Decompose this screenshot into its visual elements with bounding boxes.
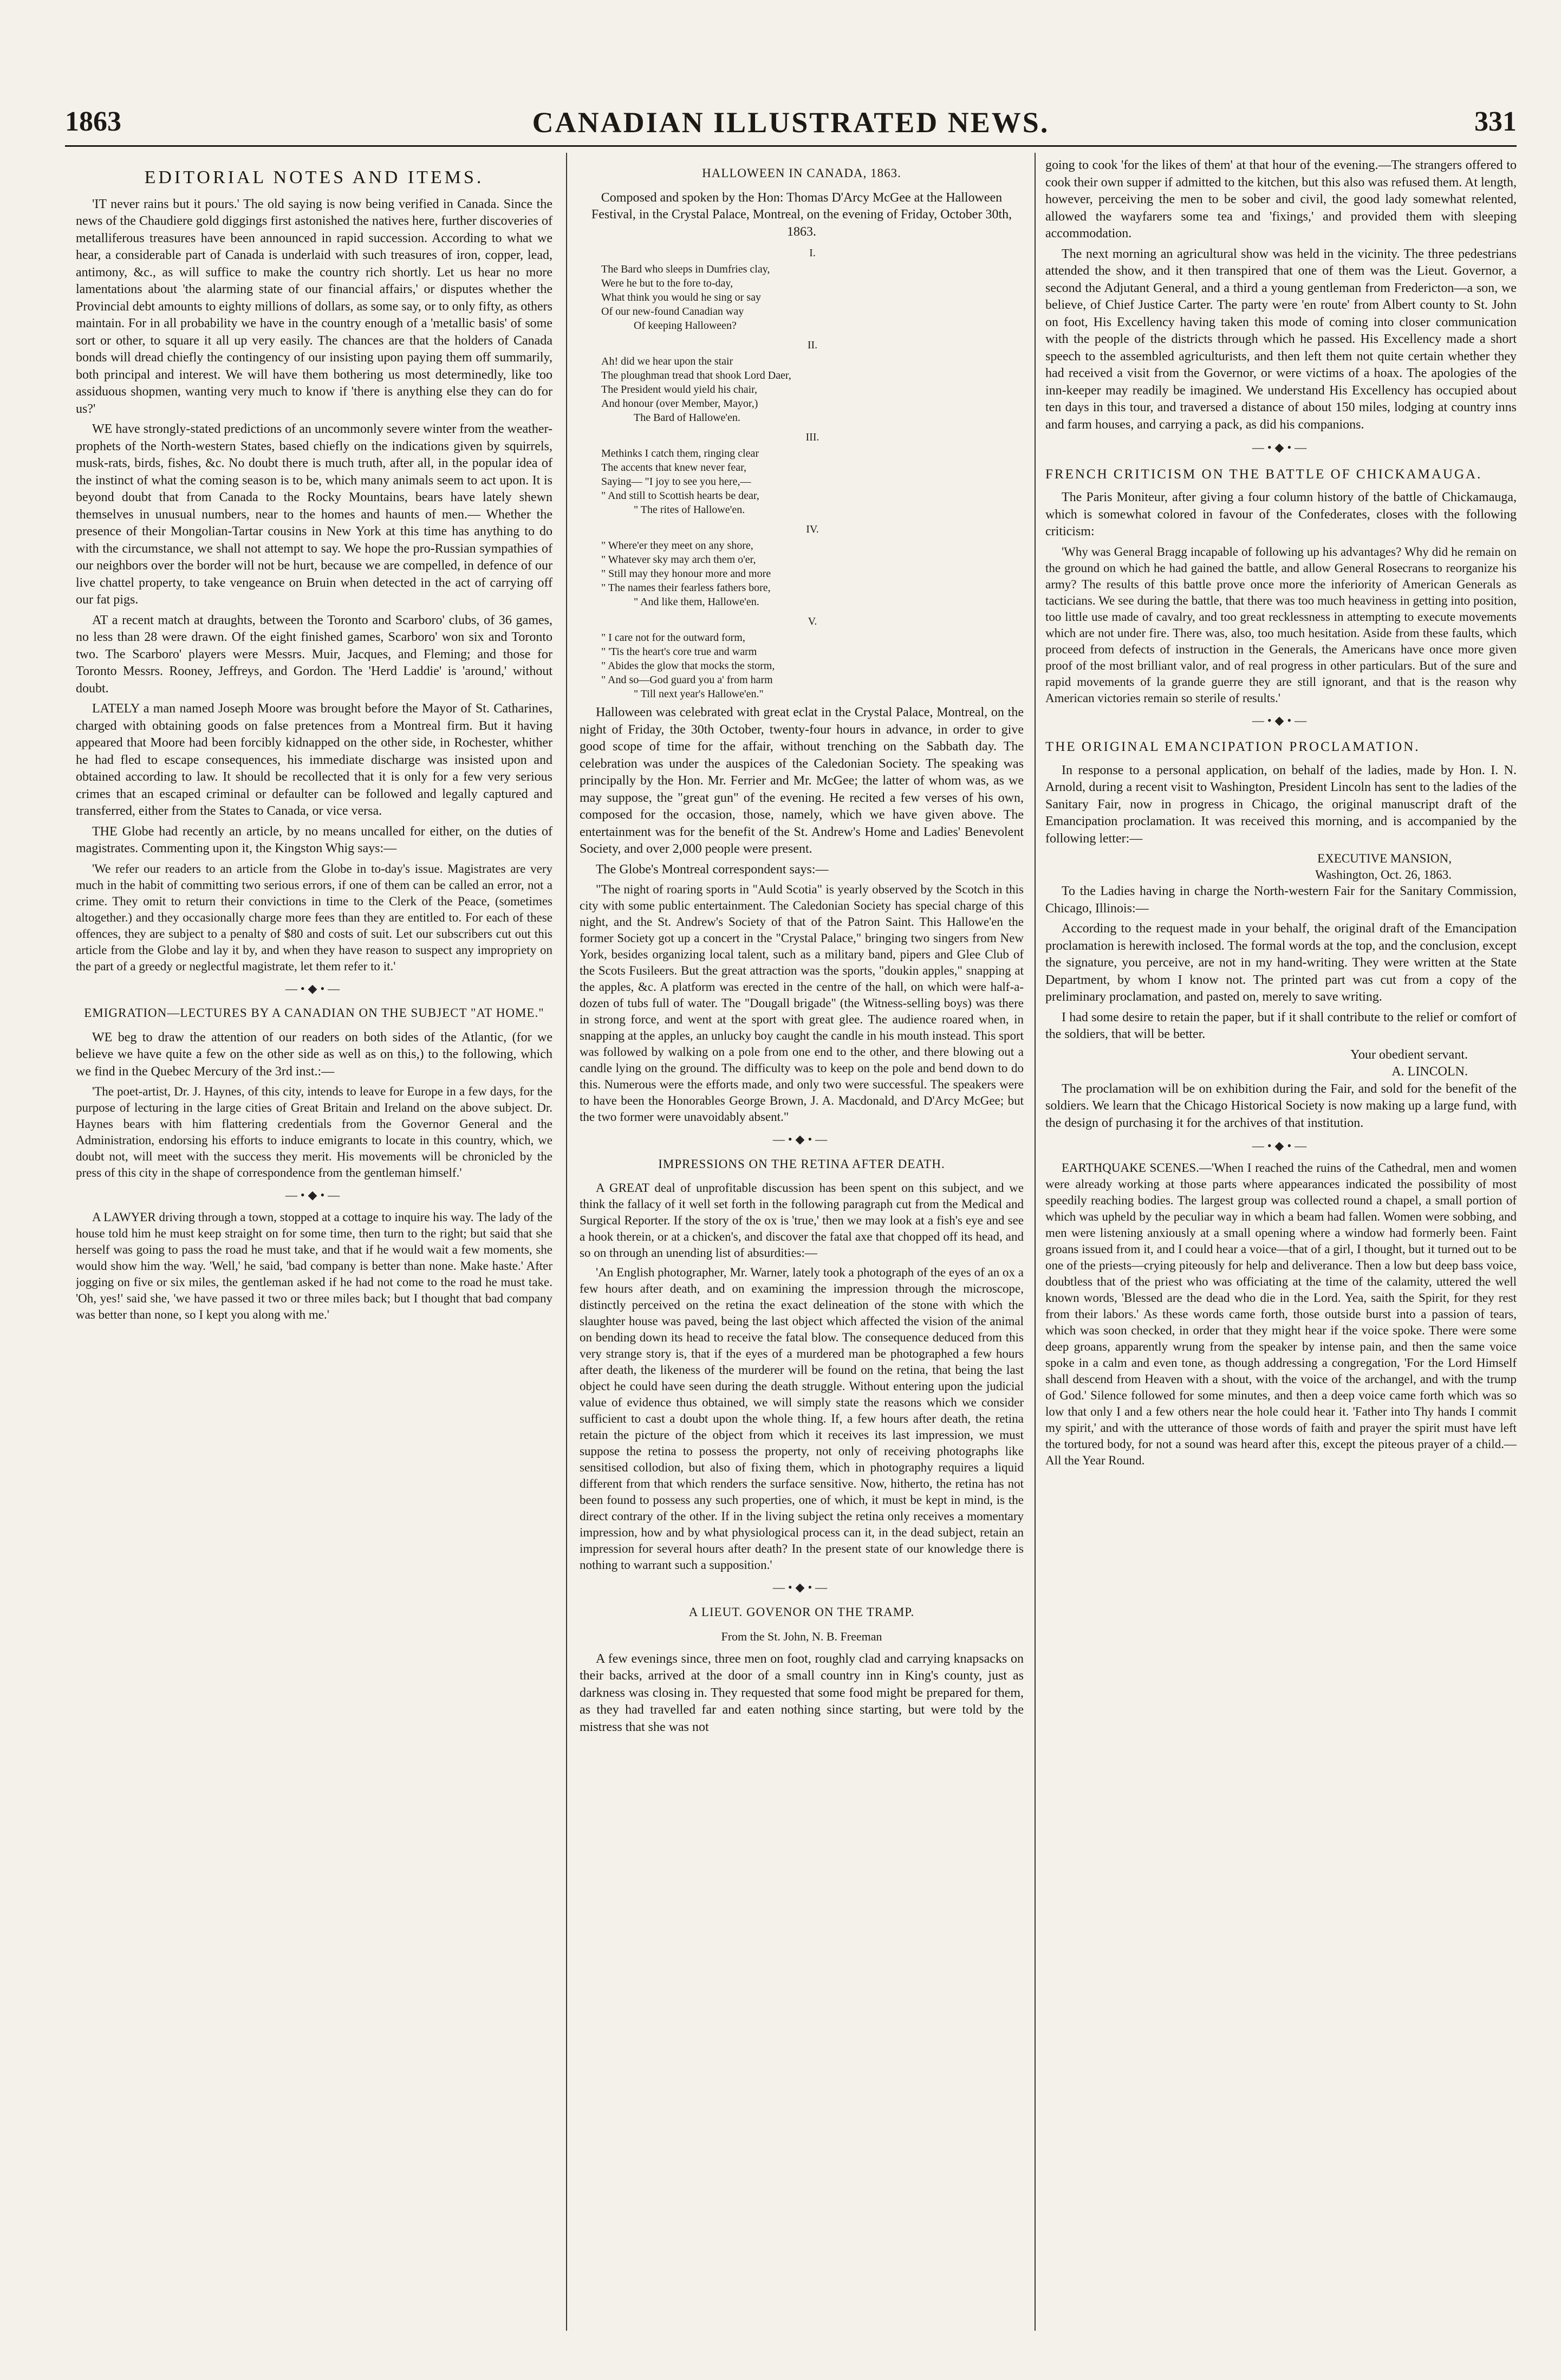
- poem-line: " I care not for the outward form,: [601, 632, 745, 644]
- letter-place: EXECUTIVE MANSION,: [1317, 852, 1452, 865]
- poem-stanza: [601, 430, 1024, 517]
- poem-line: " 'Tis the heart's core true and warm: [601, 646, 757, 658]
- quoted-paragraph: 'An English photographer, Mr. Warner, lately took a photograph of the eyes of an ox a few hours after death, and on examining the impression through the microscope, distinctly perceived on the retina the exact delineation of the stone with which the slaughter house was paved, being the last object which affected the vision of the animal on bending down its head to receive the fatal blow. The consequence deduced from this very strange story is, that if the eyes of a murdered man be photographed a few hours after death, the likeness of the murderer will be found on the retina, that being the last object he could have seen during the death struggle. Without entering upon the judicial value of evidence thus obtained, we will simply state the reasons which we consider sufficient to cast a doubt upon the whole thing. If, a few hours after death, the retina retain the picture of the object from which it receives its last impression, we must suppose the retina to possess the property, not only of receiving photographs like sensitised collodion, but also of fixing them, which in photography requires a liquid different from that which renders the surface sensitive. Now, hitherto, the retina has not been found to possess any such properties, one of which, it must be kept in mind, is the direct contrary of the other. If in the living subject the retina only receives a momentary impression, how and by what physiological process can it, in the dead subject, retain an impression for several hours after death? In the present state of our knowledge there is nothing to warrant such a supposition.': [580, 1266, 1024, 1572]
- poem-line: " The names their fearless fathers bore,: [601, 582, 771, 594]
- poem-line: " And like them, Hallowe'en.: [634, 596, 759, 608]
- poem-line: " And so—God guard you a' from harm: [601, 674, 773, 686]
- emancipation-heading: THE ORIGINAL EMANCIPATION PROCLAMATION.: [1045, 740, 1420, 754]
- halloween-heading: HALLOWEEN IN CANADA, 1863.: [702, 166, 901, 180]
- quoted-paragraph: "The night of roaring sports in "Auld Scotia" is yearly observed by the Scotch in this city with some public entertainment. The Caledonian Society has special charge of this night, and the St. Andrew's Society of that of the Patron Saint. This Hallowe'en the former Society got up a concert in the "Crystal Palace," bringing two singers from New York, besides organizing local talent, such as a military band, pipers and Glee Club of the Scots Fusileers. But the great attraction was the sports, "doukin apples," snapping at the apples, &c. A platform was erected in the centre of the hall, on which were half-a-dozen of tubs full of water. The "Dougall brigade" (the Witness-selling boys) was there in strong force, and went at the sport with great glee. The audience roared when, in snapping at the apples, an unlucky boy caught the candle in his mouth instead. This sport was followed by walking on a pole from one end to the other, and there blowing out a candle lying on the ground. The difficulty was to keep on the pole and bend down to do this. Numerous were the efforts made, and only two were successful. The speakers were to have been the Honorables George Brown, J. A. Macdonald, and D'Arcy McGee; but the two former were unavoidably absent.": [580, 883, 1024, 1124]
- poem-intro: Composed and spoken by the Hon: Thomas D'Arcy McGee at the Halloween Festival, in the Crystal Palace, Montreal, on the evening of Friday, October 30th, 1863.: [591, 190, 1012, 239]
- masthead: [65, 106, 1517, 149]
- article-paragraph: AT a recent match at draughts, between the Toronto and Scarboro' clubs, of 36 games, no less than 28 were drawn. Of the eight finished games, Scarboro' won six and Toronto two. The Scarboro' players were Messrs. Muir, Jacques, and Fleming; and those for Toronto Messrs. Rooney, Jeffreys, and Gordon. The 'Herd Laddie' is 'around,' without doubt.: [76, 613, 552, 696]
- article-paragraph: Halloween was celebrated with great eclat in the Crystal Palace, Montreal, on the night of Friday, the 30th October, twenty-four hours in advance, in order to give good scope of time for the affair, without trenching on the Sabbath day. The celebration was under the auspices of the Caledonian Society. The speaking was principally by the Hon. Mr. Ferrier and Mr. McGee; the latter of whom was, as we may suppose, the "great gun" of the evening. He recited a few verses of his own, composed for the occasion, those, namely, which we have given above. The entertainment was for the benefit of the St. Andrew's Home and Ladies' Benevolent Society, and over 2,000 people were present.: [580, 705, 1024, 856]
- letter-salutation: To the Ladies having in charge the North-western Fair for the Sanitary Commission, Chicago, Illinois:—: [1045, 884, 1517, 916]
- poem-line: " Till next year's Hallowe'en.": [634, 688, 764, 700]
- tramp-source: From the St. John, N. B. Freeman: [721, 1630, 882, 1643]
- column-3: [1045, 157, 1517, 2330]
- poem-stanza: [601, 338, 1024, 425]
- french-criticism-heading: FRENCH CRITICISM ON THE BATTLE OF CHICKAMAUGA.: [1045, 466, 1482, 482]
- article-paragraph: 'IT never rains but it pours.' The old saying is now being verified in Canada. Since the news of the Chaudiere gold diggings first astonished the natives here, further discoveries of metalliferous treasures have been announced in rapid succession. According to what we hear, a considerable part of Canada is underlaid with such treasures of iron, copper, lead, antimony, &c., as will suffice to make the country rich shortly. Let us hear no more lamentations about 'the alarming state of our financial affairs,' or disputes whether the Provincial debt amounts to eighty millions of dollars, as some say, or to only fifty, as others maintain. For in all probability we have in the country enough of a 'metallic basis' of some sort or other, to square it all up very easily. The chances are that the holders of Canada bonds will dread chiefly the contingency of our insisting upon paying them off summarily, both principal and interest. We will have them bothering us most determinedly, like too assiduous shopmen, wanting very much to know if 'there is anything else they can do for us?': [76, 197, 552, 416]
- column-divider-2: [1035, 153, 1036, 2331]
- article-paragraph: EARTHQUAKE SCENES.—'When I reached the ruins of the Cathedral, men and women were already working at those parts where appearances indicated the possibility of most speedily reaching bodies. The largest group was collected round a chapel, a small portion of which was upheld by the peculiar way in which a beam had fallen. Women were sobbing, and men were listening anxiously at a small opening where a window had formerly been. Faint groans issued from it, and I could hear a voice—that of a girl, I thought, but it turned out to be one of the priests—crying piteously for help and deliverance. Then a low but deep bass voice, doubtless that of the priest who was officiating at the time of the calamity, uttered the well known words, 'Blessed are the dead who die in the Lord. Yea, saith the Spirit, for they rest from their labors.' As these words came forth, those outside burst into a passion of tears, which was soon checked, in order that they might hear if the voice spoke. There were some deep groans, apparently wrung from the speaker by intense pain, and then the same voice spoke in a calm and even tone, as though addressing a congregation, 'For the Lord Himself shall descend from Heaven with a shout, with the voice of the archangel, and with the trump of God.' Silence followed for some minutes, and then a deep voice came forth which was so low that only I and a few others near the hole could hear it. 'Father into Thy hands I commit my spirit,' and with the utterance of those words of faith and prayer the spirit must have left the tortured body, for not a sound was heard after this, except the piteous prayer of a child.—All the Year Round.: [1045, 1160, 1517, 1467]
- poem-line: What think you would he sing or say: [601, 291, 761, 303]
- quoted-paragraph: 'The poet-artist, Dr. J. Haynes, of this city, intends to leave for Europe in a few days, for the purpose of lecturing in the large cities of Great Britain and Ireland on the above subject. Dr. Haynes bears with him flattering credentials from the Governor General and the Administration, endorsing his efforts to induce emigrants to locate in this country, which, we doubt not, will meet with the success they merit. His movements will be chronicled by the press of this city in the shape of correspondence from the gentleman himself.': [76, 1085, 552, 1179]
- stanza-number: I.: [809, 247, 816, 259]
- tramp-heading: A LIEUT. GOVENOR ON THE TRAMP.: [688, 1605, 915, 1619]
- article-paragraph: LATELY a man named Joseph Moore was brought before the Mayor of St. Catharines, charged with obtaining goods on false pretences from a Montreal firm. But it having appeared that Moore had been forcibly kidnapped on the other side, in Rochester, whither he had fled to escape consequences, his immediate discharge was insisted upon and obtained according to law. It should be recollected that it is only for a few very serious crimes that an escaped criminal or defaulter can be followed and legally captured and transferred, either from the States to Canada, or vice versa.: [76, 702, 552, 818]
- column-divider-1: [566, 153, 567, 2331]
- poem-stanza: [601, 614, 1024, 701]
- section-ornament: —•◆•—: [1252, 713, 1310, 727]
- quoted-paragraph: 'We refer our readers to an article from the Globe in to-day's issue. Magistrates are very much in the habit of committing two serious errors, if one of them can be called an error, not a crime. They omit to return their convictions in time to the Clerk of the Peace, (sometimes altogether.) and they occasionally charge more fees than they are entitled to. For each of these offences, they are subject to a penalty of $80 and costs of suit. Let our subscribers cut out this article from the Globe and lay it by, and when they have reason to suspect any impropriety on the part of a greedy or neglectful magistrate, let them refer to it.': [76, 861, 552, 973]
- poem-line: The ploughman tread that shook Lord Daer,: [601, 369, 791, 381]
- article-paragraph: A few evenings since, three men on foot, roughly clad and carrying knapsacks on their backs, arrived at the door of a small country inn in King's county, just as darkness was closing in. They requested that some food might be prepared for them, as they had travelled far and eaten nothing since starting, but were told by the mistress that she was not: [580, 1651, 1024, 1734]
- article-paragraph: THE Globe had recently an article, by no means uncalled for either, on the duties of magistrates. Commenting upon it, the Kingston Whig says:—: [76, 824, 552, 855]
- stanza-number: IV.: [806, 523, 819, 535]
- poem-line: " And still to Scottish hearts be dear,: [601, 490, 759, 502]
- section-ornament: —•◆•—: [772, 1132, 831, 1146]
- impressions-heading: IMPRESSIONS ON THE RETINA AFTER DEATH.: [658, 1157, 945, 1171]
- poem-line: The Bard who sleeps in Dumfries clay,: [601, 263, 770, 275]
- poem-line: Were he but to the fore to-day,: [601, 277, 733, 289]
- poem-line: Of keeping Halloween?: [634, 320, 737, 332]
- section-ornament: —•◆•—: [1252, 1139, 1310, 1152]
- column-2: [580, 157, 1024, 2330]
- poem-line: The accents that knew never fear,: [601, 462, 746, 474]
- poem-line: And honour (over Member, Mayor,): [601, 398, 758, 410]
- poem-line: " The rites of Hallowe'en.: [634, 504, 745, 516]
- letter-paragraph: I had some desire to retain the paper, but if it shall contribute to the relief or comfort of the soldiers, that will be better.: [1045, 1010, 1517, 1041]
- article-paragraph: A GREAT deal of unprofitable discussion has been spent on this subject, and we think the fallacy of it well set forth in the following paragraph cut from the Medical and Surgical Reporter. If the story of the ox is 'true,' then we may look at a fish's eye and see a hook therein, or at a chicken's, and discover the fatal axe that chopped off its head, and so on through an unending list of absurdities:—: [580, 1181, 1024, 1260]
- article-paragraph: going to cook 'for the likes of them' at that hour of the evening.—The strangers offered to cook their own supper if admitted to the kitchen, but this also was refused them. At length, however, perceiving the men to be sober and civil, the good lady somewhat relented, allowed the wayfarers some tea and 'fixings,' and provided them with sleeping accommodation.: [1045, 158, 1517, 241]
- section-ornament: —•◆•—: [772, 1580, 831, 1594]
- poem-line: Methinks I catch them, ringing clear: [601, 448, 759, 459]
- section-ornament: —•◆•—: [285, 981, 343, 995]
- masthead-rule: [65, 145, 1517, 147]
- article-paragraph: The proclamation will be on exhibition during the Fair, and sold for the benefit of the soldiers. We learn that the Chicago Historical Society is now making up a large fund, with the design of purchasing it for the archives of that institution.: [1045, 1081, 1517, 1130]
- article-paragraph: The next morning an agricultural show was held in the vicinity. The three pedestrians attended the show, and it then transpired that one of them was the Lieut. Governor, a second the Adjutant General, and a third a young gentleman from Fredericton—a son, we believe, of Chief Justice Carter. The party were 'en route' from Albert county to St. John on foot, His Excellency having taken this mode of coming into closer communication with the people of the districts through which he passed. His Excellency made a short speech to the assembled agriculturists, and then left them not quite certain whether they had received a visit from the Governor, or were victims of a hoax. The apologies of the inn-keeper may readily be imagined. We understand His Excellency has occupied about ten days in this tour, and traversed a distance of about 150 miles, lodging at country inns and farm houses, and carrying a pack, as did his companions.: [1045, 247, 1517, 432]
- poem-line: " Where'er they meet on any shore,: [601, 540, 753, 552]
- poem-line: The President would yield his chair,: [601, 384, 758, 395]
- page-number: 331: [1474, 106, 1517, 137]
- column-1: [76, 157, 552, 2330]
- poem-line: " Whatever sky may arch them o'er,: [601, 554, 756, 566]
- article-paragraph: In response to a personal application, on behalf of the ladies, made by Hon. I. N. Arnold, during a recent visit to Washington, President Lincoln has sent to the ladies of the Sanitary Fair, now in progress in Chicago, the original manuscript draft of the Emancipation proclamation. It was received this morning, and is accompanied by the following letter:—: [1045, 763, 1517, 846]
- emigration-heading: EMIGRATION—LECTURES BY A CANADIAN ON THE SUBJECT "AT HOME.": [84, 1006, 544, 1020]
- article-paragraph: The Globe's Montreal correspondent says:—: [596, 862, 829, 877]
- article-paragraph: WE have strongly-stated predictions of an uncommonly severe winter from the weather-prophets of the North-western States, based chiefly on the indications given by squirrels, musk-rats, birds, fishes, &c. No doubt there is much truth, after all, in the popular idea of the instinct of what the coming season is to be, which many animals seem to act upon. It is beyond doubt that from Canada to the Rocky Mountains, bears have lately shewn themselves in unusual numbers, near to the homes and haunts of men.— Whether the presence of their Mongolian-Tartar cousins in New York at this time has anything to do with the circumstance, we shall not attempt to say. We hope the pro-Russian sympathies of our neighbors over the border will not be hurt, because we are compelled, in defence of our live chattel property, to take vengeance on Bruin when detected in the act of carrying off our fat pigs.: [76, 422, 552, 607]
- poem-line: Saying— "I joy to see you here,—: [601, 476, 751, 488]
- poem-line: " Abides the glow that mocks the storm,: [601, 660, 775, 672]
- newspaper-title: CANADIAN ILLUSTRATED NEWS.: [532, 106, 1050, 139]
- letter-signature: A. LINCOLN.: [1391, 1065, 1468, 1079]
- letter-date: Washington, Oct. 26, 1863.: [1315, 868, 1452, 881]
- article-paragraph: A LAWYER driving through a town, stopped at a cottage to inquire his way. The lady of the house told him he must keep straight on for some time, then turn to the right; but said that she herself was going to pass the road he must take, and that if he would wait a few moments, she would show him the way. 'Well,' he said, 'bad company is better than none. Make haste.' After jogging on five or six miles, the gentleman asked if he had not come to the road he must take. 'Oh, yes!' said she, 'we have passed it two or three miles back; but I thought that bad company was better than none, so I kept you along with me.': [76, 1210, 552, 1321]
- halloween-poem: [601, 246, 1024, 701]
- section-ornament: —•◆•—: [285, 1188, 343, 1202]
- editorial-heading: EDITORIAL NOTES AND ITEMS.: [144, 167, 484, 187]
- poem-line: " Still may they honour more and more: [601, 568, 771, 580]
- poem-line: Of our new-found Canadian way: [601, 306, 744, 317]
- poem-line: Ah! did we hear upon the stair: [601, 355, 733, 367]
- stanza-number: II.: [807, 339, 818, 351]
- section-ornament: —•◆•—: [1252, 440, 1310, 454]
- article-paragraph: WE beg to draw the attention of our readers on both sides of the Atlantic, (for we believe we have quite a few on the other side as well as on this,) to the following, which we find in the Quebec Mercury of the 3rd inst.:—: [76, 1030, 552, 1079]
- stanza-number: III.: [805, 431, 819, 443]
- poem-stanza: [601, 246, 1024, 333]
- article-paragraph: The Paris Moniteur, after giving a four column history of the battle of Chickamauga, which is somewhat colored in favour of the Confederates, closes with the following criticism:: [1045, 490, 1517, 539]
- poem-stanza: [601, 522, 1024, 609]
- letter-paragraph: According to the request made in your behalf, the original draft of the Emancipation proclamation is herewith inclosed. The formal words at the top, and the conclusion, except the signature, you perceive, are not in my hand-writing. They were written at the State Department, by whom I know not. The printed part was cut from a copy of the preliminary proclamation, and pasted on, merely to save writing.: [1045, 922, 1517, 1004]
- letter-close: Your obedient servant.: [1350, 1047, 1468, 1062]
- issue-year: 1863: [65, 106, 121, 137]
- stanza-number: V.: [808, 615, 817, 627]
- quoted-paragraph: 'Why was General Bragg incapable of following up his advantages? Why did he remain on the ground on which he had gained the battle, and allow General Rosecrans to reorganize his army? The results of this battle prove once more the inferiority of American Generals as tacticians. We see during the battle, that there was too much heaviness in getting into position, too little use made of cavalry, and too great recklessness in attempting to execute movements which are not under fire. There was, also, too much hesitation. Aside from these faults, which proceed from defects of instruction in the Generals, the Americans have once more given proof of the most brilliant valor, and of real progress in other particulars. But of the sure and rapid movements of la grande guerre they are still ignorant, and that is the reason why American victories remain so sterile of results.': [1045, 544, 1517, 705]
- poem-line: The Bard of Hallowe'en.: [634, 412, 740, 424]
